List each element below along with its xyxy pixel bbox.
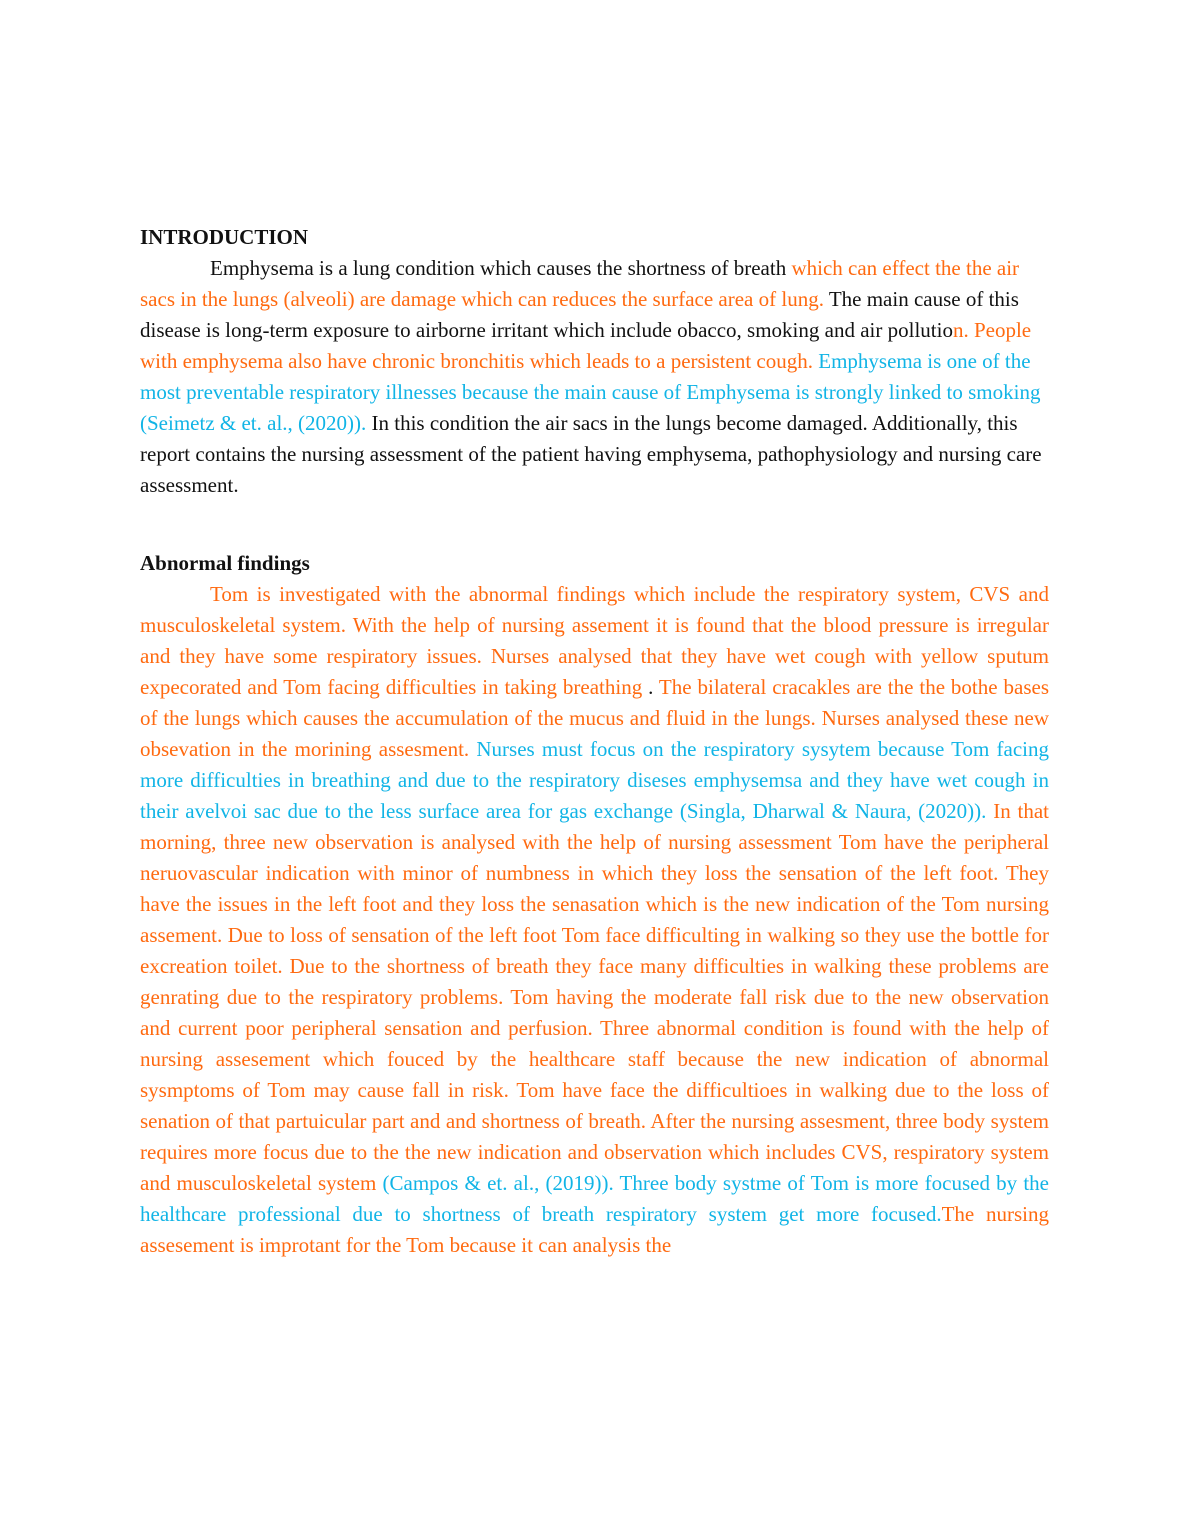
text-segment: Tom is investigated with the abnormal findings which include the respiratory system, CVS and musculoskeletal system. With the help of nursing assement it is found that the blood pressure is irregular and they have some respiratory issues. Nurses analysed that they have wet cough with yellow sputum expecorated and Tom facing difficulties in taking breathing	[140, 582, 1049, 699]
abnormal-findings-heading: Abnormal findings	[140, 551, 310, 575]
text-segment: The main cause of this disease is long-term exposure to airborne irritant which include obacco, smoking and air pollutio	[140, 287, 1019, 342]
document-page	[140, 222, 1049, 1261]
citation-segment: (Campos & et. al., (2019)). Three body systme of Tom is more focused by the healthcare professional due to shortness of breath respiratory system get more focused.	[140, 1171, 1049, 1226]
text-segment: n. People with emphysema also have chronic bronchitis which leads to a persistent cough.	[140, 318, 1032, 373]
text-segment: The nursing assesement is improtant for the Tom because it can analysis the	[140, 1202, 1049, 1257]
text-segment: In that morning, three new observation is analysed with the help of nursing assessment Tom have the peripheral neruovascular indication with minor of numbness in which they loss the sensation of the left foot. They have the issues in the left foot and they loss the senasation which is the new indication of the Tom nursing assement. Due to loss of sensation of the left foot Tom face difficulting in walking so they use the bottle for excreation toilet. Due to the shortness of breath they face many difficulties in walking these problems are genrating due to the respiratory problems. Tom having the moderate fall risk due to the new observation and current poor peripheral sensation and perfusion. Three abnormal condition is found with the help of nursing assesement which fouced by the healthcare staff because the new indication of abnormal sysmptoms of Tom may cause fall in risk. Tom have face the difficultioes in walking due to the loss of senation of that partuicular part and and shortness of breath. After the nursing assesment, three body system requires more focus due to the the new indication and observation which includes CVS, respiratory system and musculoskeletal system	[140, 799, 1049, 1195]
text-segment: Emphysema is a lung condition which causes the shortness of breath	[210, 256, 792, 280]
citation-segment: Emphysema is one of the most preventable respiratory illnesses because the main cause of Emphysema is strongly linked to smoking (Seimetz & et. al., (2020)).	[140, 349, 1041, 435]
section-spacer	[140, 501, 1049, 548]
introduction-paragraph	[140, 253, 1049, 501]
text-segment: which can effect the the air sacs in the lungs (alveoli) are damage which can reduces the surface area of lung.	[140, 256, 1020, 311]
text-segment: In this condition the air sacs in the lungs become damaged. Additionally, this report contains the nursing assessment of the patient having emphysema, pathophysiology and nursing care assessment.	[140, 411, 1042, 497]
text-segment: The bilateral cracakles are the the bothe bases of the lungs which causes the accumulation of the mucus and fluid in the lungs. Nurses analysed these new obsevation in the morining assesment.	[140, 675, 1049, 761]
citation-segment: Nurses must focus on the respiratory sysytem because Tom facing more difficulties in breathing and due to the respiratory diseses emphysemsa and they have wet cough in their avelvoi sac due to the less surface area for gas exchange (Singla, Dharwal & Naura, (2020)).	[140, 737, 1049, 823]
text-segment: .	[642, 675, 659, 699]
introduction-heading: INTRODUCTION	[140, 225, 309, 249]
abnormal-findings-paragraph	[140, 579, 1049, 1261]
